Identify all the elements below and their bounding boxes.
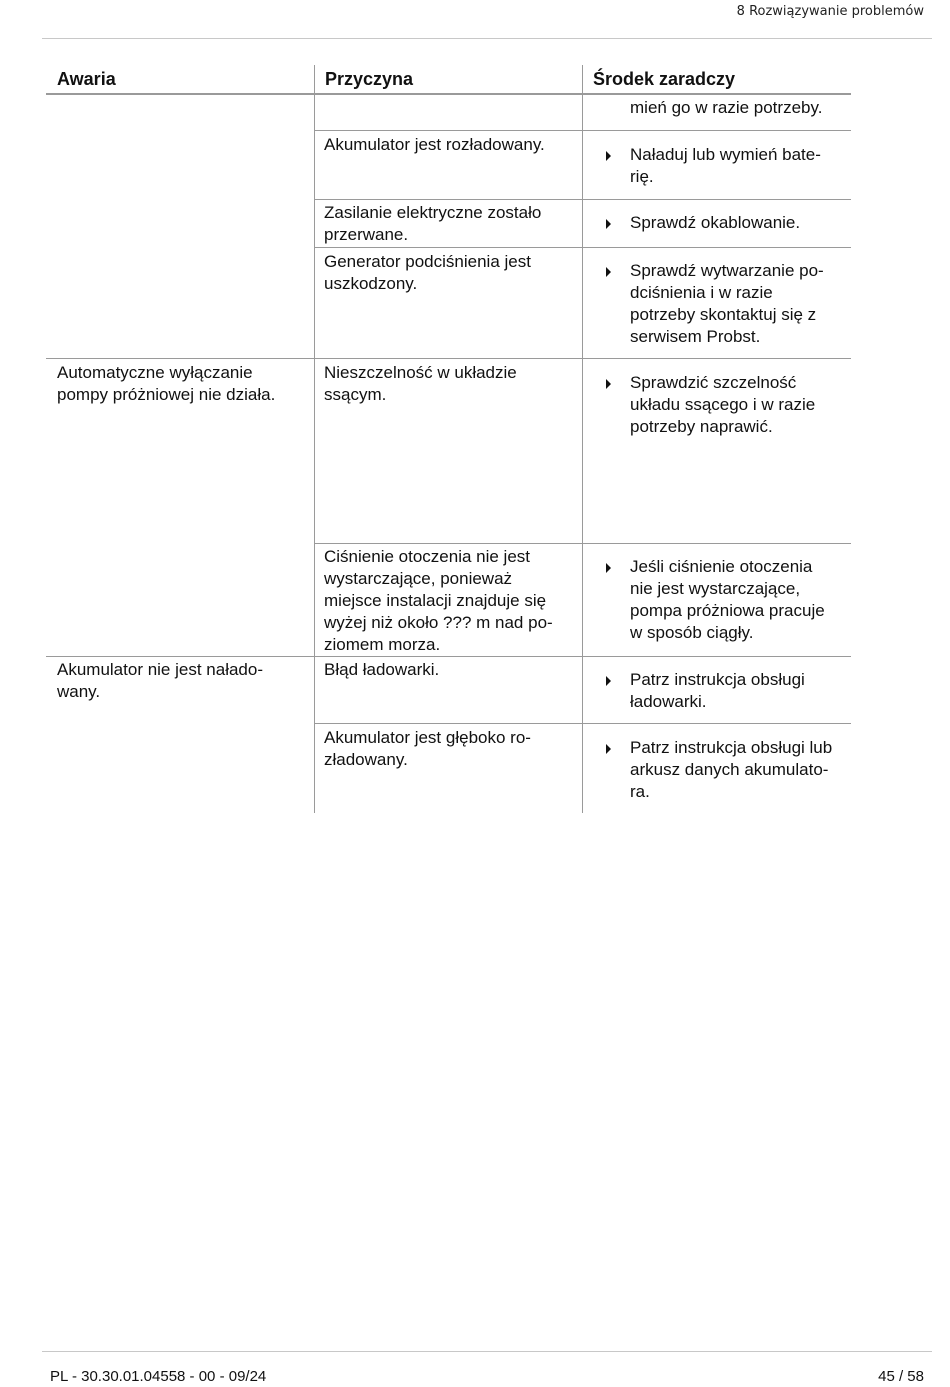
cause-cell: Zasilanie elektryczne zostało przerwane. — [324, 203, 542, 244]
row-divider — [46, 358, 851, 359]
footer-document-id: PL - 30.30.01.04558 - 00 - 09/24 — [50, 1368, 267, 1385]
column-header-fault: Awaria — [57, 69, 116, 89]
cause-cell: Akumulator jest rozładowany. — [324, 135, 545, 154]
row-divider — [314, 723, 851, 724]
footer-page-number: 45 / 58 — [878, 1368, 924, 1385]
remedy-cell: Sprawdź wytwarzanie po- dciśnienia i w razie potrzeby skontaktuj się z serwisem Probst. — [630, 261, 824, 346]
remedy-cell: Sprawdź okablowanie. — [630, 213, 801, 232]
column-header-cause: Przyczyna — [325, 69, 414, 89]
bullet-arrow-icon — [606, 151, 611, 161]
row-divider — [46, 656, 851, 657]
bullet-arrow-icon — [606, 744, 611, 754]
remedy-cell: Patrz instrukcja obsługi lub arkusz danych akumulato- ra. — [630, 738, 833, 801]
footer-divider — [42, 1351, 932, 1352]
header-underline — [46, 93, 851, 95]
remedy-cell: Sprawdzić szczelność układu ssącego i w razie potrzeby naprawić. — [630, 373, 816, 436]
column-divider — [314, 65, 315, 813]
column-divider — [582, 65, 583, 813]
bullet-arrow-icon — [606, 219, 611, 229]
fault-cell: Automatyczne wyłączanie pompy próżniowej nie działa. — [57, 363, 276, 404]
column-header-remedy: Środek zaradczy — [593, 69, 736, 89]
row-divider — [314, 247, 851, 248]
page-header: 8 Rozwiązywanie problemów — [736, 4, 924, 19]
row-divider — [314, 199, 851, 200]
cause-cell: Akumulator jest głęboko ro- zładowany. — [324, 728, 531, 769]
remedy-cell: Jeśli ciśnienie otoczenia nie jest wystarczające, pompa próżniowa pracuje w sposób ciągły. — [630, 557, 825, 642]
remedy-cell: Naładuj lub wymień bate- rię. — [630, 145, 821, 186]
fault-cell: Akumulator nie jest nałado- wany. — [57, 660, 264, 701]
row-divider — [314, 130, 851, 131]
bullet-arrow-icon — [606, 379, 611, 389]
cause-cell: Generator podciśnienia jest uszkodzony. — [324, 252, 531, 293]
bullet-arrow-icon — [606, 563, 611, 573]
remedy-cell: Patrz instrukcja obsługi ładowarki. — [630, 670, 805, 711]
remedy-continued-text: mień go w razie potrzeby. — [630, 98, 823, 117]
bullet-arrow-icon — [606, 267, 611, 277]
row-divider — [314, 543, 851, 544]
cause-cell: Błąd ładowarki. — [324, 660, 440, 679]
cause-cell: Ciśnienie otoczenia nie jest wystarczające, ponieważ miejsce instalacji znajduje się wyżej niż około ??? m nad po- ziomem morza. — [324, 547, 553, 654]
header-divider — [42, 38, 932, 39]
cause-cell: Nieszczelność w układzie ssącym. — [324, 363, 517, 404]
bullet-arrow-icon — [606, 676, 611, 686]
